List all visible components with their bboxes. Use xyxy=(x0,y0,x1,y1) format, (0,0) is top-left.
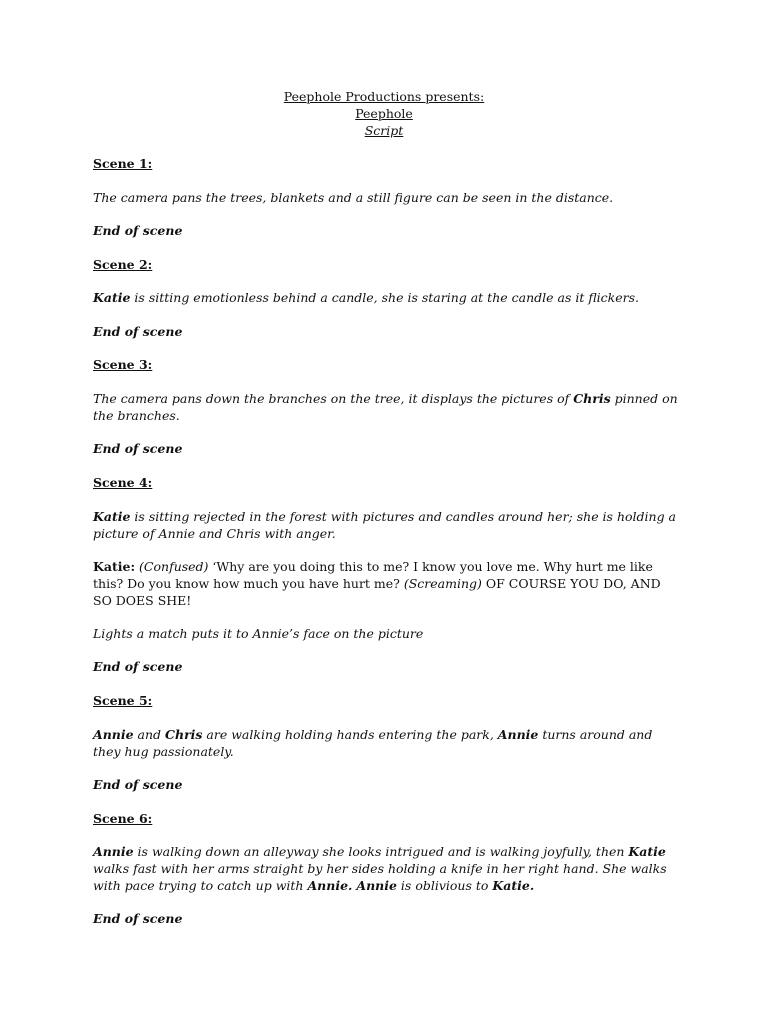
scene-4-action: Lights a match puts it to Annie’s face on the picture xyxy=(93,626,424,641)
scene-4-end: End of scene xyxy=(93,659,183,674)
scene-1-direction: The camera pans the trees, blankets and a still figure can be seen in the distance. xyxy=(93,190,614,205)
direction-text: is sitting rejected in the forest with pictures and candles around her; she is holding a picture of Annie and Chris with anger. xyxy=(93,509,676,541)
scene-3-heading: Scene 3: xyxy=(93,357,153,372)
production-title: Peephole Productions presents: xyxy=(283,89,485,104)
scene-2-end: End of scene xyxy=(93,324,183,339)
character-name: Katie xyxy=(93,290,131,305)
film-title: Peephole xyxy=(355,106,413,121)
scene-5-direction xyxy=(93,726,683,760)
direction-text: are walking holding hands entering the park, xyxy=(202,727,498,742)
direction-text: turns around and they hug passionately. xyxy=(93,727,653,759)
character-name: Annie xyxy=(497,727,539,742)
scene-5-end: End of scene xyxy=(93,777,183,792)
scene-4-dialogue xyxy=(93,558,683,609)
character-name: Katie. xyxy=(492,878,535,893)
document-type: Script xyxy=(364,123,404,138)
scene-5-heading: Scene 5: xyxy=(93,693,153,708)
scene-1-heading: Scene 1: xyxy=(93,156,153,171)
scene-4-heading: Scene 4: xyxy=(93,475,153,490)
character-name: Annie xyxy=(93,844,134,859)
title-block xyxy=(0,88,768,139)
direction-text: is walking down an alleyway she looks intrigued and is walking joyfully, then xyxy=(133,844,629,859)
direction-text: The camera pans down the branches on the tree, it displays the pictures of xyxy=(93,391,574,406)
scene-6-direction xyxy=(93,843,683,894)
dialogue-line: OF COURSE YOU DO, AND SO DOES SHE! xyxy=(93,576,661,608)
parenthetical: (Confused) xyxy=(139,559,209,574)
speaker-name: Katie: xyxy=(93,559,136,574)
character-name: Annie. xyxy=(307,878,353,893)
direction-text: is sitting emotionless behind a candle, she is staring at the candle as it flickers. xyxy=(130,290,639,305)
scene-3-direction xyxy=(93,390,683,424)
direction-text: pinned on the branches. xyxy=(93,391,678,423)
character-name: Annie xyxy=(93,727,134,742)
character-name: Katie xyxy=(93,509,131,524)
parenthetical: (Screaming) xyxy=(403,576,482,591)
scene-3-end: End of scene xyxy=(93,441,183,456)
scene-6-heading: Scene 6: xyxy=(93,811,153,826)
direction-text: walks fast with her arms straight by her sides holding a knife in her right hand. She walks with pace trying to catch up with xyxy=(93,861,667,893)
scene-2-direction xyxy=(93,289,683,306)
scene-6-end: End of scene xyxy=(93,911,183,926)
dialogue-line: ‘Why are you doing this to me? I know you love me. Why hurt me like this? Do you know how much you have hurt me? xyxy=(93,559,653,591)
character-name: Katie xyxy=(628,844,666,859)
direction-text: is oblivious to xyxy=(396,878,493,893)
scene-4-direction xyxy=(93,508,683,542)
scene-1-end: End of scene xyxy=(93,223,183,238)
character-name: Chris xyxy=(165,727,203,742)
character-name: Annie xyxy=(356,878,397,893)
direction-text: and xyxy=(133,727,166,742)
character-name: Chris xyxy=(573,391,611,406)
scene-2-heading: Scene 2: xyxy=(93,257,153,272)
